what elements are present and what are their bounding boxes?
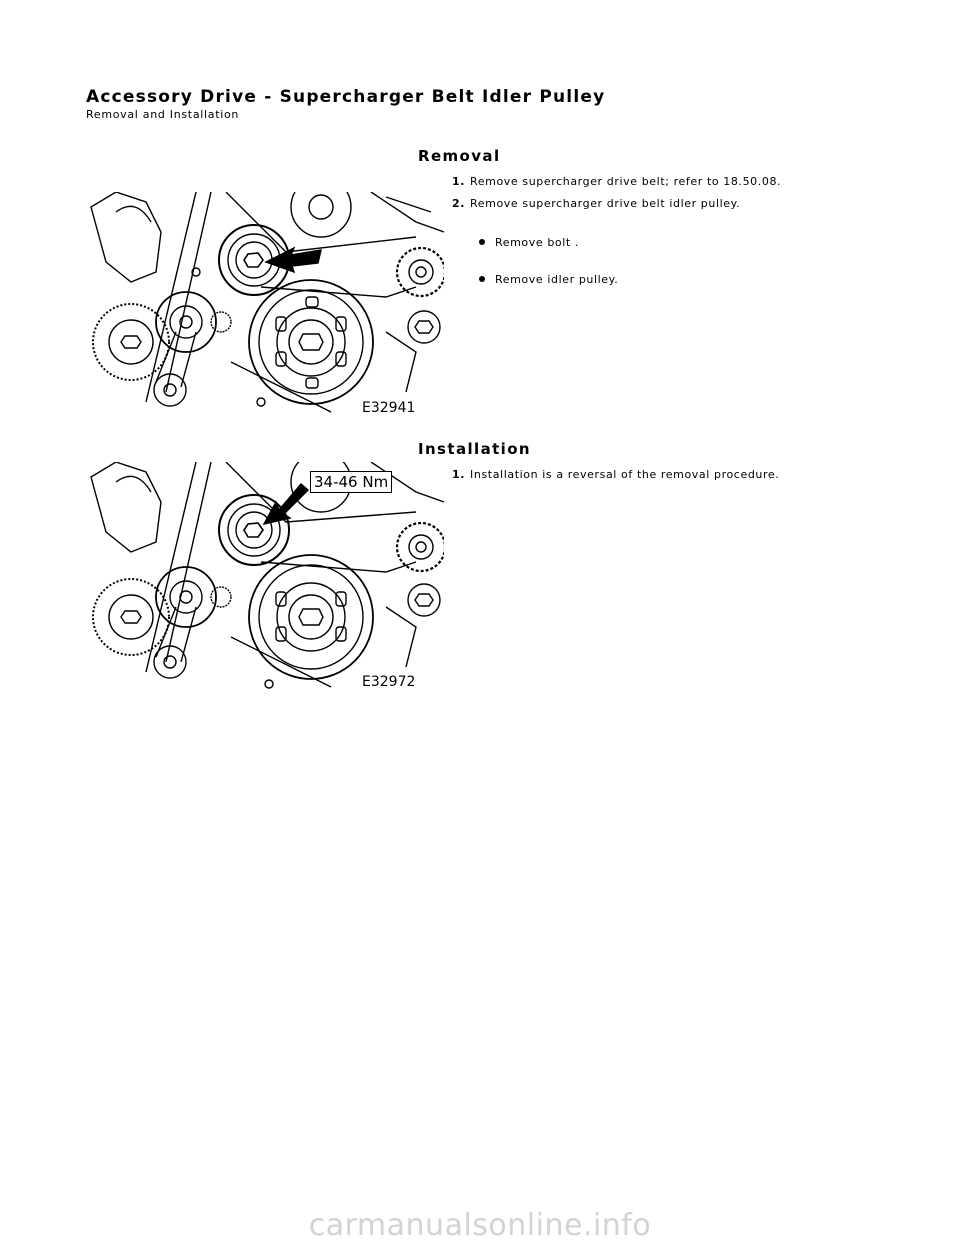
installation-figure xyxy=(86,462,444,692)
removal-figure xyxy=(86,192,444,420)
removal-step-2 xyxy=(452,197,740,210)
engine-pulley-illustration xyxy=(86,192,444,420)
page-subtitle: Removal and Installation xyxy=(86,108,240,121)
engine-pulley-illustration xyxy=(86,462,444,692)
installation-heading: Installation xyxy=(418,440,531,458)
removal-heading: Removal xyxy=(418,147,501,165)
page-title: Accessory Drive - Supercharger Belt Idler Pulley xyxy=(86,87,606,107)
step-number: 1. xyxy=(452,468,466,481)
step-text: Remove supercharger drive belt; refer to 18.50.08. xyxy=(470,175,782,188)
step-number: 1. xyxy=(452,175,466,188)
removal-bullet-1 xyxy=(479,236,579,249)
installation-figure-label: E32972 xyxy=(362,674,416,690)
installation-step-1 xyxy=(452,468,779,481)
torque-spec-label: 34-46 Nm xyxy=(310,471,392,493)
bullet-icon xyxy=(479,276,485,282)
removal-step-1 xyxy=(452,175,781,188)
bullet-text: Remove idler pulley. xyxy=(495,273,619,286)
step-number: 2. xyxy=(452,197,466,210)
step-text: Remove supercharger drive belt idler pulley. xyxy=(470,197,741,210)
bullet-icon xyxy=(479,239,485,245)
watermark-footer: carmanualsonline.info xyxy=(308,1208,652,1243)
removal-figure-label: E32941 xyxy=(362,400,416,416)
bullet-text: Remove bolt . xyxy=(495,236,580,249)
removal-bullet-2 xyxy=(479,273,618,286)
step-text: Installation is a reversal of the removal procedure. xyxy=(470,468,780,481)
